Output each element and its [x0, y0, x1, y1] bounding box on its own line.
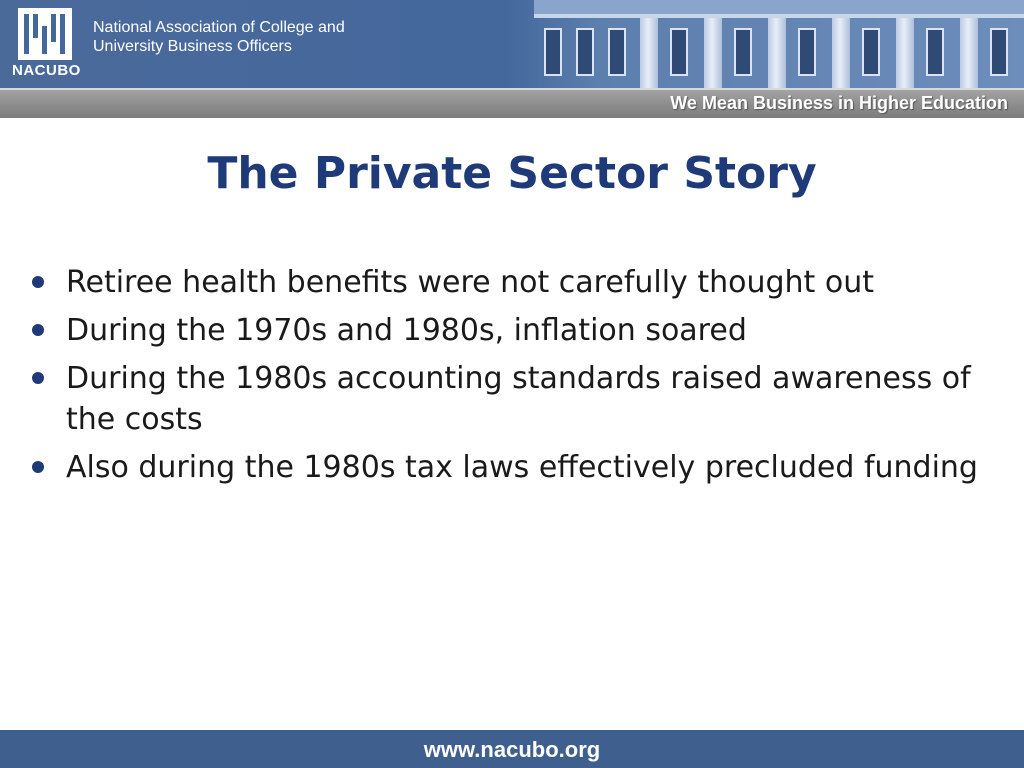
slide-title: The Private Sector Story [207, 148, 817, 199]
bullet-text: Also during the 1980s tax laws effectively precluded funding [66, 450, 978, 485]
tagline: We Mean Business in Higher Education [670, 93, 1008, 113]
logo-wordmark: NACUBO [12, 62, 81, 79]
bullet-item [28, 358, 1008, 440]
bullet-dot-icon [32, 324, 44, 336]
footer-bar [0, 730, 1024, 768]
header-banner [0, 0, 1024, 88]
bullet-item [28, 447, 1008, 488]
bullet-text: During the 1980s accounting standards raised awareness of the costs [66, 361, 971, 437]
bullet-list [28, 262, 1008, 495]
bullet-dot-icon [32, 461, 44, 473]
bullet-item [28, 262, 1008, 303]
footer-url-link[interactable]: www.nacubo.org [423, 737, 601, 762]
bullet-dot-icon [32, 372, 44, 384]
building-photo [504, 0, 1024, 88]
org-name-line-1: National Association of College and [93, 19, 345, 36]
bullet-text: During the 1970s and 1980s, inflation soared [66, 313, 747, 348]
bullet-dot-icon [32, 276, 44, 288]
org-name-line-2: University Business Officers [93, 38, 292, 55]
bullet-item [28, 310, 1008, 351]
bullet-text: Retiree health benefits were not carefully thought out [66, 265, 874, 300]
organization-name [93, 18, 393, 56]
tagline-bar [0, 88, 1024, 118]
